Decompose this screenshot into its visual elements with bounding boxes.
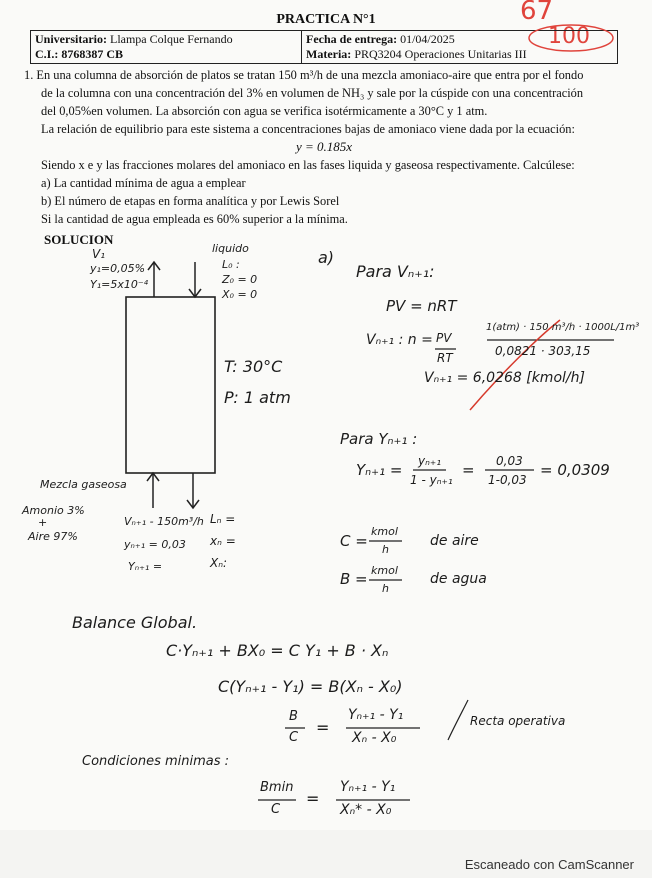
Yn1-lhs: Yₙ₊₁ = [356, 461, 403, 479]
cond-min: Condiciones minimas : [82, 754, 230, 769]
problem-line: de la columna con una concentración del 3% en volumen de NH₃ y sale por la cúspide con una concentración [41, 86, 584, 100]
eq-sign: = [316, 718, 330, 737]
rhs-num: Yₙ₊₁ - Y₁ [348, 707, 404, 723]
label-Ln: Lₙ = [210, 512, 236, 526]
label-pressure: P: 1 atm [224, 388, 291, 407]
pointer-stroke [448, 700, 468, 740]
equilibrium-equation: y = 0.185x [295, 139, 353, 154]
student-label: Universitario: [35, 32, 107, 46]
problem-line: En una columna de absorción de platos se tratan 150 m³/h de una mezcla amoniaco-aire que entra por el fondo [36, 68, 584, 82]
para-vn1: Para Vₙ₊₁: [356, 262, 435, 281]
page-title: PRACTICA N°1 [276, 12, 376, 27]
rhs2-den: Xₙ* - X₀ [340, 802, 392, 818]
Yn1-num2: 0,03 [496, 454, 523, 468]
label-L0: L₀ : [222, 258, 240, 271]
problem-line: La relación de equilibrio para este sistema a concentraciones bajas de amoniaco viene dada por la ecuación: [41, 122, 575, 136]
B-unit-num: kmol [371, 564, 398, 577]
label-y1: y₁=0,05% [90, 262, 146, 275]
bc-num: B [289, 709, 298, 724]
ci-label: C.I.: [35, 47, 59, 61]
rhs2-num: Yₙ₊₁ - Y₁ [340, 779, 396, 795]
Yn1-result: = 0,0309 [540, 461, 610, 479]
eq-sign: = [462, 461, 475, 479]
question-a: a) La cantidad mínima de agua a emplear [41, 176, 246, 190]
ci-value: 8768387 CB [61, 47, 124, 61]
label-Yn1: Yₙ₊₁ = [128, 560, 163, 573]
scanner-watermark: Escaneado con CamScanner [464, 857, 634, 872]
vn1-result: Vₙ₊₁ = 6,0268 [kmol/h] [424, 370, 585, 386]
grade-top: 67 [520, 0, 554, 26]
subject-value: PRQ3204 Operaciones Unitarias III [354, 47, 527, 61]
label-Y1: Y₁=5x10⁻⁴ [90, 278, 149, 291]
solution-heading: SOLUCION [44, 232, 114, 247]
Yn1-den: 1 - yₙ₊₁ [410, 473, 453, 487]
label-air: Aire 97% [28, 530, 78, 543]
eq-sign: = [306, 789, 320, 808]
student-name: Llampa Colque Fernando [109, 32, 233, 46]
bmin-num: Bmin [260, 780, 294, 795]
label-Z0: Z₀ = 0 [222, 273, 258, 286]
rhs-den: Xₙ - X₀ [352, 730, 397, 746]
problem-line: Siendo x e y las fracciones molares del amoniaco en las fases liquida y gaseosa respectivamente. Calcúlese: [41, 158, 575, 172]
label-yn1: yₙ₊₁ = 0,03 [124, 538, 186, 551]
label-temperature: T: 30°C [224, 357, 283, 376]
Yn1-num: yₙ₊₁ [418, 454, 442, 468]
B-unit-den: h [382, 582, 389, 595]
C-unit-den: h [382, 543, 389, 556]
balance-title: Balance Global. [72, 613, 198, 632]
label-plus: + [38, 516, 48, 529]
balance-eq-1: C·Yₙ₊₁ + BX₀ = C Y₁ + B · Xₙ [166, 641, 389, 660]
pv-den: RT [437, 351, 453, 365]
label-v1: V₁ [92, 247, 106, 261]
big-frac-num: 1(atm) · 150 m³/h · 1000L/1m³ [486, 322, 640, 333]
B-def: B = [340, 570, 368, 588]
bmin-den: C [271, 802, 281, 817]
recta-operativa: Recta operativa [470, 714, 566, 728]
red-check-mark [470, 320, 560, 410]
C-unit-num: kmol [371, 525, 398, 538]
label-X0: X₀ = 0 [222, 288, 258, 301]
grade-circle [529, 25, 613, 51]
date-label: Fecha de entrega: [306, 32, 398, 46]
label-gas-mix: Mezcla gaseosa [40, 478, 127, 491]
ideal-gas: PV = nRT [386, 297, 457, 315]
subject-label: Materia: [306, 47, 352, 61]
label-vn1: Vₙ₊₁ - 150m³/h [124, 515, 204, 528]
label-Xn: Xₙ: [210, 556, 228, 570]
Yn1-den2: 1-0,03 [488, 473, 527, 487]
problem-number: 1. [24, 68, 34, 82]
problem-line: Si la cantidad de agua empleada es 60% superior a la mínima. [41, 212, 348, 226]
part-a-label: a) [318, 248, 335, 267]
C-desc: de aire [430, 533, 479, 549]
B-desc: de agua [430, 571, 487, 587]
para-Yn1: Para Yₙ₊₁ : [340, 430, 418, 448]
pv-num: PV [436, 331, 452, 345]
balance-eq-2: C(Yₙ₊₁ - Y₁) = B(Xₙ - X₀) [218, 677, 403, 696]
bc-den: C [289, 730, 299, 745]
column-rect [126, 297, 215, 473]
label-xn: xₙ = [210, 534, 236, 548]
question-b: b) El número de etapas en forma analítica y por Lewis Sorel [41, 194, 340, 208]
big-frac-den: 0,0821 · 303,15 [495, 344, 591, 358]
grade-box: 100 [548, 24, 590, 49]
C-def: C = [340, 532, 368, 550]
label-liquid: liquido [212, 242, 249, 255]
problem-line: del 0,05%en volumen. La absorción con agua se verifica isotérmicamente a 30°C y 1 atm. [41, 104, 488, 118]
vn1-eq-lhs: Vₙ₊₁ : n = [366, 332, 433, 348]
label-ammonia: Amonio 3% [22, 504, 85, 517]
date-value: 01/04/2025 [400, 32, 455, 46]
